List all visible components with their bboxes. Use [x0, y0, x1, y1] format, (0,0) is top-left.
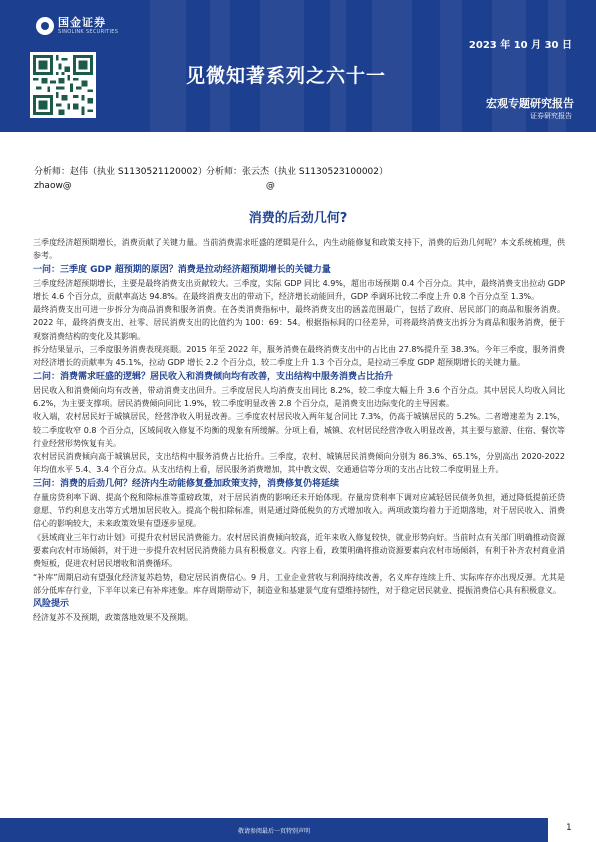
paragraph: 经济复苏不及预期，政策落地效果不及预期。 [33, 613, 193, 623]
footer-disclaimer: 敬请参阅最后一页特别声明 [237, 828, 310, 835]
logo-name-cn: 国金证券 [58, 16, 106, 29]
paragraph: 三季度经济超预期增长，主要是最终消费支出贡献较大。三季度，实际 GDP 同比 4.9%，超出市场预期 0.4 个百分点。其中，最终消费支出拉动 GDP 增长 4.6 个百分点，贡献率高达 94.8%。在最终消费支出的带动下，经济增长动能回升，GDP 季调环比较二季度上升 0.8 个百分点至 1.3%。 [33, 278, 565, 301]
qr-code-icon [30, 52, 96, 118]
paragraph: 《县域商业三年行动计划》可提升农村居民消费能力。农村居民消费倾向较高，近年来收入修复较快，就业形势向好。当前时点有关部门明确推动资源要素向农村市场倾斜，对于进一步提升农村居民消费能力具有积极意义。内容上看，政策明确将推动资源要素向农村市场倾斜，有利于补齐农村商业消费短板，促进农村居民增收和消费循环。 [33, 532, 565, 569]
analyst-1: 分析师：赵伟（执业 S1130521120002） [34, 167, 208, 177]
section-heading-1: 一问：三季度 GDP 超预期的原因？消费是拉动经济超预期增长的关键力量 [33, 264, 331, 275]
paragraph: 存量房贷利率下调、提高个税和除标准等重磅政策，对于居民消费的影响还未开始体现。存量房贷利率下调对应减轻居民债务负担，通过降低提前还贷意愿、节约利息支出等方式增加居民收入。提高个税扣除标准，则是通过降低税负的方式增加收入。两项政策均着力于近期落地，对于居民收入、消费信心的影响较大，未来政策效果有望逐步显现。 [33, 492, 565, 529]
paragraph: 居民收入和消费倾向均有改善，带动消费支出回升。三季度居民人均消费支出同比 8.2%，较二季度大幅上升 3.6 个百分点。其中居民人均收入同比 6.2%，为主要支撑项。居民消费倾向同比 1.9%，较二季度明显改善 2.8 个百分点，是消费支出边际变化的主导因素。 [33, 385, 565, 408]
analyst-1-email[interactable]: zhaow@ [34, 181, 72, 191]
company-logo [36, 17, 118, 35]
report-body [33, 236, 565, 624]
paragraph: 农村居民消费倾向高于城镇居民，支出结构中服务消费占比抬升。三季度，农村、城镇居民消费倾向分别为 86.3%、65.1%，分别高出 2020-2022 年均值水平 5.4、3.4 个百分点。从支出结构上看，居民服务消费增加，其中教文娱、交通通信等分项的支出占比较二季度明显上升。 [33, 452, 565, 475]
logo-name-en: SINOLINK SECURITIES [58, 29, 119, 35]
paragraph: 收入端，农村居民好于城镇居民，经营净收入明显改善。三季度农村居民收入两年复合同比 7.3%，仍高于城镇居民的 5.2%。二者增速差为 2.1%，较二季度收窄 0.8 个百分点，区域间收入修复不均衡的现象有所缓解。分项上看，城镇、农村居民经营净收入明显改善，其主要与旅游、住宿、餐饮等行业经营形势恢复有关。 [33, 412, 565, 448]
logo-icon [36, 17, 54, 35]
paragraph: “补库”周期启动有望强化经济复苏趋势，稳定居民消费信心。9 月，工业企业营收与利润持续改善，名义库存连续上升、实际库存亦出现反弹。尤其是部分低库存行业，下半年以来已有补库迹象。库存周期带动下，制造业和基建景气度有望维持韧性，对于稳定居民就业、提振消费信心具有积极意义。 [33, 572, 565, 595]
analyst-2: 分析师：张云杰（执业 S1130523100002） [206, 167, 389, 177]
intro-paragraph: 三季度经济超预期增长，消费贡献了关键力量。当前消费需求旺盛的逻辑是什么，内生动能修复和政策支持下，消费的后劲几何呢？本文系统梳理，供参考。 [33, 238, 565, 261]
report-subtype: 证券研究报告 [530, 112, 572, 120]
analyst-info [34, 164, 388, 191]
report-type: 宏观专题研究报告 [486, 97, 574, 110]
paragraph: 拆分结果显示，三季度服务消费表现亮眼。2015 年至 2022 年，服务消费在最终消费支出中的占比由 27.8%提升至 38.3%。今年三季度，服务消费对经济增长的贡献率为 45.1%，拉动 GDP 增长 2.2 个百分点，较二季度上升 1.3 个百分点，是拉动三季度 GDP 超预期增长的关键力量。 [33, 345, 565, 368]
section-heading-risk: 风险提示 [33, 599, 70, 610]
report-date: 2023 年 10 月 30 日 [468, 40, 572, 51]
paragraph: 最终消费支出可进一步拆分为商品消费和服务消费。在各类消费指标中，最终消费支出的涵盖范围最广，包括了政府、居民部门的商品和服务消费。2022 年，最终消费支出、社零、居民消费支出的比值约为 100：69：54。根据指标间的口径差异，可将最终消费支出拆分为商品和服务消费，便于观察消费结构的变化及其影响。 [33, 305, 565, 341]
series-title: 见微知著系列之六十一 [186, 65, 387, 87]
section-heading-2: 二问：消费需求旺盛的逻辑？居民收入和消费倾向均有改善，支出结构中服务消费占比抬升 [33, 371, 394, 382]
report-title: 消费的后劲几何? [248, 211, 348, 226]
section-heading-3: 三问：消费的后劲几何？经济内生动能修复叠加政策支持，消费修复仍将延续 [33, 478, 340, 489]
analyst-2-email[interactable]: @ [265, 181, 275, 191]
page-number: 1 [566, 823, 572, 833]
